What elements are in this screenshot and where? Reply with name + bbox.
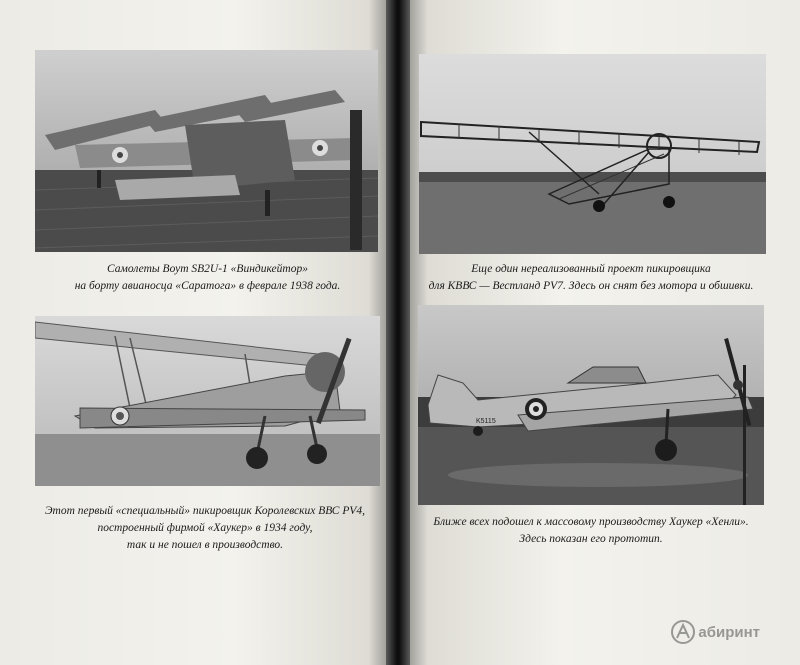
photo-hawker-pv4 [35, 316, 380, 486]
caption-vought-sb2u [40, 261, 375, 295]
caption-line: для КВВС — Вестланд PV7. Здесь он снят без мотора и обшивки. [428, 280, 754, 292]
photo-westland-pv7 [419, 54, 766, 254]
caption-line: Самолеты Воут SB2U-1 «Виндикейтор» [107, 263, 308, 275]
caption-line: Еще один нереализованный проект пикировщика [471, 263, 711, 275]
caption-westland-pv7 [414, 261, 768, 295]
caption-line: на борту авианосца «Саратога» в феврале 1938 года. [74, 280, 341, 292]
labirint-watermark [670, 619, 760, 645]
labirint-logo-icon [670, 619, 696, 645]
caption-line: построенный фирмой «Хаукер» в 1934 году, [97, 522, 313, 534]
caption-line: Этот первый «специальный» пикировщик Королевских ВВС PV4, [44, 505, 365, 517]
caption-hawker-pv4 [30, 503, 380, 554]
book-spine [386, 0, 410, 665]
aircraft-serial-marking: K5115 [476, 418, 496, 425]
caption-line: Ближе всех подошел к массовому производству Хаукер «Хенли». [433, 516, 749, 528]
caption-hawker-henley [414, 514, 768, 548]
photo-hawker-henley [418, 305, 764, 505]
caption-line: Здесь показан его прототип. [519, 533, 663, 545]
caption-line: так и не пошел в производство. [126, 539, 284, 551]
watermark-text: абиринт [698, 623, 760, 641]
photo-vought-sb2u-carrier [35, 50, 378, 252]
